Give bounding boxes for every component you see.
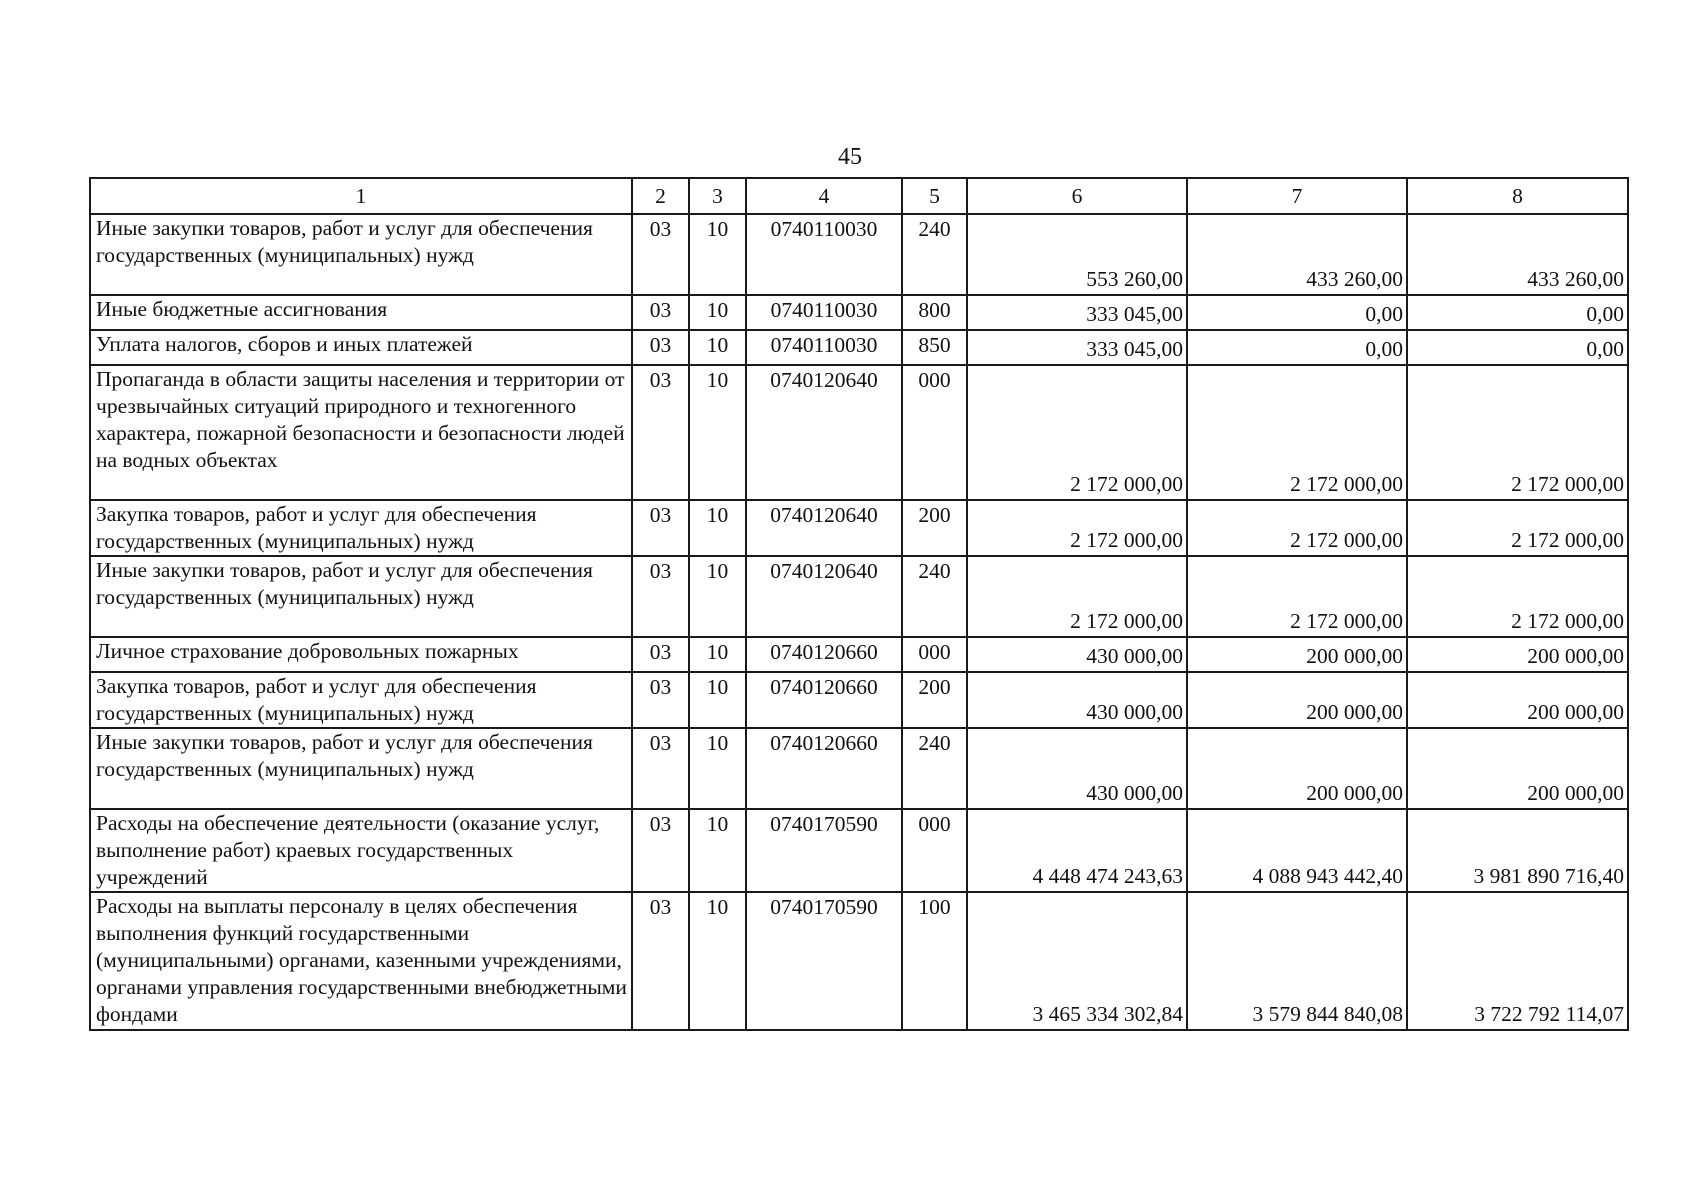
row-value-8: 200 000,00 (1407, 637, 1628, 672)
header-col-3: 3 (689, 178, 746, 214)
row-value-7: 0,00 (1187, 295, 1407, 330)
row-name: Личное страхование добровольных пожарных (90, 637, 632, 672)
row-section: 03 (632, 365, 689, 500)
row-expense-type: 000 (902, 809, 967, 892)
row-value-8: 200 000,00 (1407, 672, 1628, 728)
page-number: 45 (838, 144, 862, 170)
table-row (90, 214, 1628, 295)
row-value-7: 433 260,00 (1187, 214, 1407, 295)
row-expense-type: 850 (902, 330, 967, 365)
row-name: Закупка товаров, работ и услуг для обеспечения государственных (муниципальных) нужд (90, 672, 632, 728)
row-expense-type: 800 (902, 295, 967, 330)
table-row (90, 892, 1628, 1030)
row-section: 03 (632, 500, 689, 556)
table-row (90, 637, 1628, 672)
row-value-6: 430 000,00 (967, 637, 1187, 672)
row-subsection: 10 (689, 365, 746, 500)
row-value-8: 0,00 (1407, 330, 1628, 365)
table-row (90, 365, 1628, 500)
header-col-7: 7 (1187, 178, 1407, 214)
row-target-code: 0740110030 (746, 295, 902, 330)
row-value-8: 200 000,00 (1407, 728, 1628, 809)
row-value-6: 553 260,00 (967, 214, 1187, 295)
row-target-code: 0740120640 (746, 500, 902, 556)
row-section: 03 (632, 330, 689, 365)
row-name: Закупка товаров, работ и услуг для обеспечения государственных (муниципальных) нужд (90, 500, 632, 556)
table-row (90, 809, 1628, 892)
row-expense-type: 240 (902, 556, 967, 637)
header-col-5: 5 (902, 178, 967, 214)
row-target-code: 0740170590 (746, 892, 902, 1030)
row-expense-type: 000 (902, 637, 967, 672)
row-target-code: 0740120660 (746, 672, 902, 728)
row-value-7: 3 579 844 840,08 (1187, 892, 1407, 1030)
row-value-6: 2 172 000,00 (967, 500, 1187, 556)
row-name: Иные закупки товаров, работ и услуг для обеспечения государственных (муниципальных) нужд (90, 728, 632, 809)
table-row (90, 556, 1628, 637)
row-value-7: 200 000,00 (1187, 728, 1407, 809)
row-subsection: 10 (689, 672, 746, 728)
row-subsection: 10 (689, 500, 746, 556)
row-target-code: 0740110030 (746, 330, 902, 365)
row-expense-type: 240 (902, 214, 967, 295)
table-header-row (90, 178, 1628, 214)
row-value-7: 4 088 943 442,40 (1187, 809, 1407, 892)
table-row (90, 500, 1628, 556)
row-section: 03 (632, 214, 689, 295)
row-name: Иные закупки товаров, работ и услуг для обеспечения государственных (муниципальных) нужд (90, 214, 632, 295)
row-name: Расходы на обеспечение деятельности (оказание услуг, выполнение работ) краевых государственных учреждений (90, 809, 632, 892)
row-target-code: 0740120660 (746, 728, 902, 809)
row-subsection: 10 (689, 809, 746, 892)
header-col-4: 4 (746, 178, 902, 214)
row-value-7: 0,00 (1187, 330, 1407, 365)
row-section: 03 (632, 295, 689, 330)
row-value-6: 2 172 000,00 (967, 556, 1187, 637)
row-target-code: 0740170590 (746, 809, 902, 892)
row-name: Иные бюджетные ассигнования (90, 295, 632, 330)
row-section: 03 (632, 637, 689, 672)
row-name: Пропаганда в области защиты населения и территории от чрезвычайных ситуаций природного и техногенного характера, пожарной безопасности и безопасности людей на водных объектах (90, 365, 632, 500)
row-expense-type: 240 (902, 728, 967, 809)
row-value-7: 200 000,00 (1187, 637, 1407, 672)
row-name: Расходы на выплаты персоналу в целях обеспечения выполнения функций государственными (муниципальными) органами, казенными учреждениями, органами управления государственными внебюджетными фондами (90, 892, 632, 1030)
row-section: 03 (632, 728, 689, 809)
row-expense-type: 200 (902, 500, 967, 556)
row-section: 03 (632, 809, 689, 892)
row-expense-type: 200 (902, 672, 967, 728)
row-subsection: 10 (689, 214, 746, 295)
row-value-7: 2 172 000,00 (1187, 556, 1407, 637)
row-section: 03 (632, 672, 689, 728)
row-target-code: 0740110030 (746, 214, 902, 295)
row-section: 03 (632, 892, 689, 1030)
table-row (90, 728, 1628, 809)
header-col-6: 6 (967, 178, 1187, 214)
row-value-6: 333 045,00 (967, 330, 1187, 365)
row-value-8: 3 981 890 716,40 (1407, 809, 1628, 892)
table-row (90, 330, 1628, 365)
row-subsection: 10 (689, 330, 746, 365)
row-value-7: 200 000,00 (1187, 672, 1407, 728)
row-subsection: 10 (689, 892, 746, 1030)
row-name: Уплата налогов, сборов и иных платежей (90, 330, 632, 365)
row-value-6: 2 172 000,00 (967, 365, 1187, 500)
row-name: Иные закупки товаров, работ и услуг для обеспечения государственных (муниципальных) нужд (90, 556, 632, 637)
row-value-8: 433 260,00 (1407, 214, 1628, 295)
row-subsection: 10 (689, 637, 746, 672)
row-target-code: 0740120640 (746, 556, 902, 637)
row-subsection: 10 (689, 728, 746, 809)
row-section: 03 (632, 556, 689, 637)
header-col-8: 8 (1407, 178, 1628, 214)
row-expense-type: 000 (902, 365, 967, 500)
row-value-8: 2 172 000,00 (1407, 365, 1628, 500)
row-value-6: 3 465 334 302,84 (967, 892, 1187, 1030)
header-col-1: 1 (90, 178, 632, 214)
row-value-8: 2 172 000,00 (1407, 500, 1628, 556)
row-value-8: 0,00 (1407, 295, 1628, 330)
row-target-code: 0740120660 (746, 637, 902, 672)
row-value-8: 3 722 792 114,07 (1407, 892, 1628, 1030)
row-value-7: 2 172 000,00 (1187, 365, 1407, 500)
row-expense-type: 100 (902, 892, 967, 1030)
row-subsection: 10 (689, 556, 746, 637)
row-value-8: 2 172 000,00 (1407, 556, 1628, 637)
header-col-2: 2 (632, 178, 689, 214)
row-value-6: 430 000,00 (967, 728, 1187, 809)
row-subsection: 10 (689, 295, 746, 330)
row-target-code: 0740120640 (746, 365, 902, 500)
row-value-6: 333 045,00 (967, 295, 1187, 330)
row-value-6: 430 000,00 (967, 672, 1187, 728)
table-row (90, 295, 1628, 330)
table-row (90, 672, 1628, 728)
row-value-7: 2 172 000,00 (1187, 500, 1407, 556)
budget-table (89, 177, 1629, 1031)
row-value-6: 4 448 474 243,63 (967, 809, 1187, 892)
